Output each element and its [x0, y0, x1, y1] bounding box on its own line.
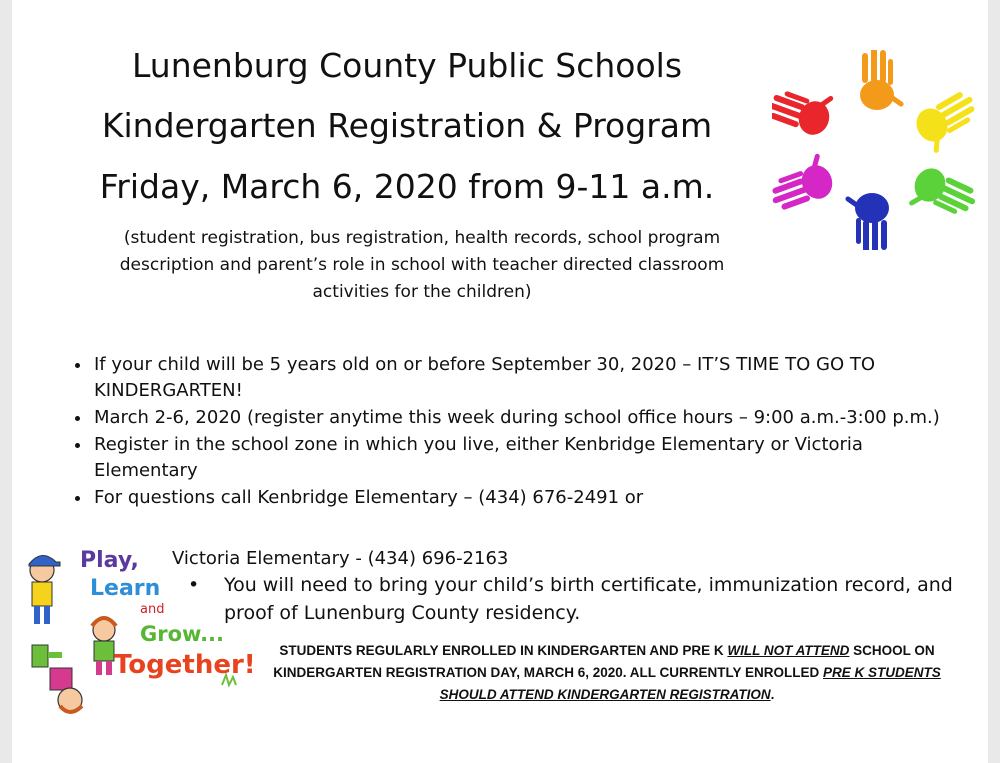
- logo-word-together: Together!: [114, 650, 256, 680]
- event-date-heading: Friday, March 6, 2020 from 9-11 a.m.: [99, 167, 715, 206]
- logo-word-learn: Learn: [90, 576, 161, 601]
- play-learn-grow-logo: [12, 540, 257, 730]
- event-description: [52, 225, 792, 306]
- orange-hand-icon: [860, 50, 905, 110]
- phone-continuation: Victoria Elementary - (434) 696-2163: [172, 548, 509, 569]
- list-item: • For questions call Kenbridge Elementary – (434) 676-2491 or: [92, 485, 972, 511]
- notice-text: .: [770, 687, 775, 702]
- blue-hand-icon: [844, 193, 889, 250]
- school-name-heading: Lunenburg County Public Schools: [131, 46, 683, 85]
- logo-word-play: Play,: [80, 548, 139, 573]
- description-line: (student registration, bus registration, health records, school program: [123, 228, 721, 248]
- notice-emphasis: WILL NOT ATTEND: [727, 643, 850, 658]
- event-title-heading: Kindergarten Registration & Program: [101, 106, 713, 145]
- yellow-hand-icon: [911, 86, 982, 156]
- documents-bullet: [188, 571, 964, 627]
- logo-word-grow: Grow...: [140, 622, 225, 646]
- logo-word-and: and: [140, 602, 165, 617]
- bullet-dot-icon: •: [188, 574, 200, 596]
- notice-text: SCHOOL ON KINDERGARTEN REGISTRATION DAY, MARCH 6, 2020. ALL CURRENTLY ENROLLED: [273, 643, 935, 680]
- flyer-page: [12, 0, 988, 763]
- list-item: • March 2-6, 2020 (register anytime this week during school office hours – 9:00 a.m.-3:00 p.m.): [92, 405, 972, 431]
- description-line: activities for the children): [312, 282, 532, 302]
- red-hand-icon: [772, 76, 838, 139]
- magenta-hand-icon: [772, 151, 837, 214]
- registration-info-list: [70, 352, 972, 512]
- notice-text: STUDENTS REGULARLY ENROLLED IN KINDERGARTEN AND PRE K: [279, 643, 728, 658]
- attendance-notice: [257, 640, 957, 706]
- green-hand-icon: [905, 163, 981, 230]
- documents-text: You will need to bring your child’s birth certificate, immunization record, and proof of Lunenburg County residency.: [224, 574, 953, 624]
- description-line: description and parent’s role in school with teacher directed classroom: [119, 255, 725, 275]
- colorful-hands-icon: [772, 50, 982, 250]
- list-item: • Register in the school zone in which you live, either Kenbridge Elementary or Victoria Elementary: [92, 432, 972, 484]
- notice-emphasis: PRE K STUDENTS SHOULD ATTEND KINDERGARTEN REGISTRATION: [439, 665, 941, 702]
- list-item: • If your child will be 5 years old on or before September 30, 2020 – IT’S TIME TO GO TO KINDERGARTEN!: [92, 352, 972, 404]
